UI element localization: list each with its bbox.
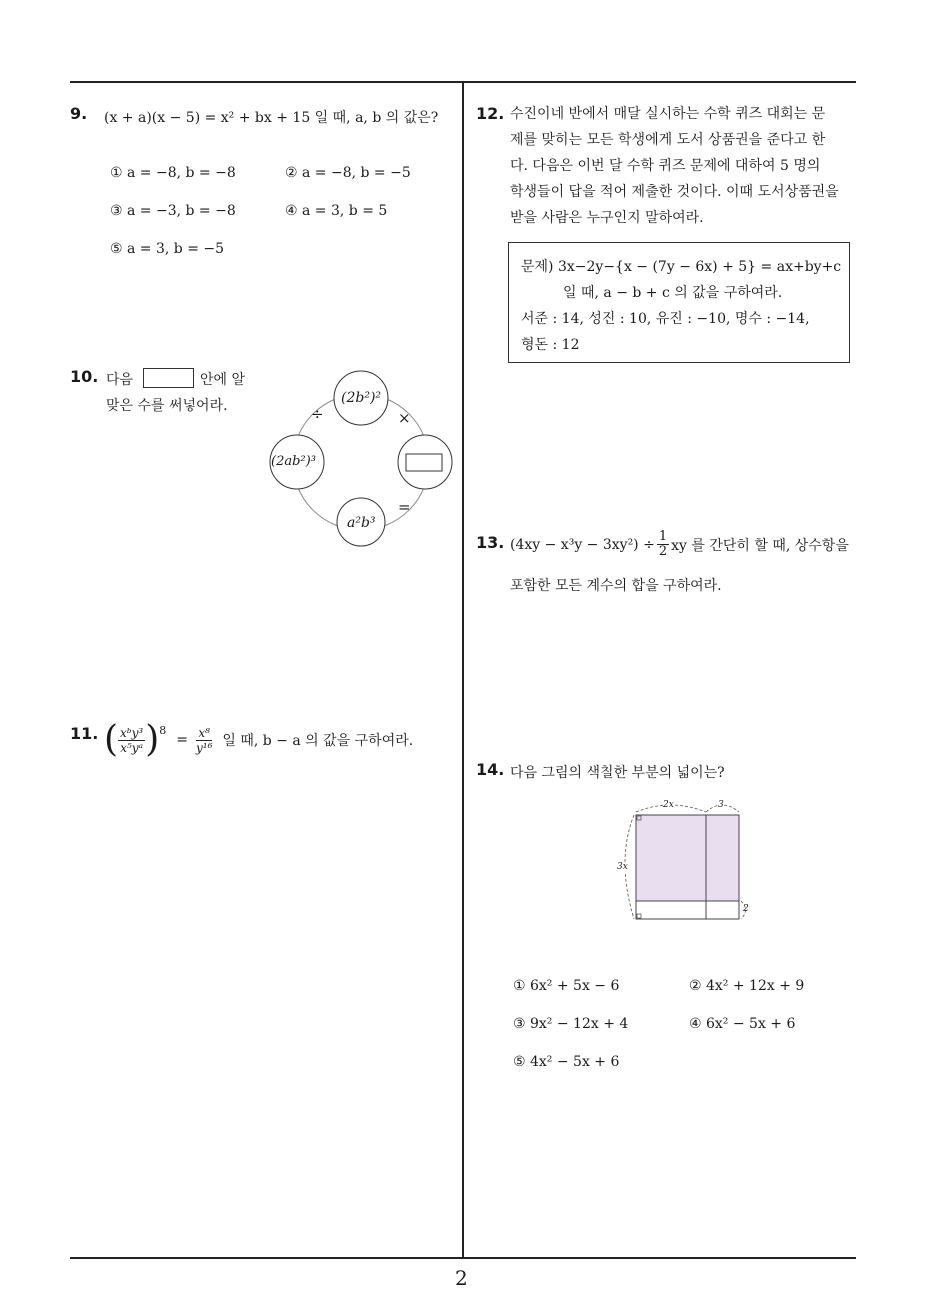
q13-fraction-numerator: 1 [658,529,668,544]
problem-box-line-2: 일 때, a − b + c 의 값을 구하여라. [563,285,783,301]
question-10-number: 10. [70,367,99,386]
question-11-tail: 일 때, b − a 의 값을 구하여라. [222,733,414,749]
q13-expression-pre: (4xy − x³y − 3xy²) ÷ [510,536,655,553]
q14-choice-5[interactable]: ⑤ 4x² − 5x + 6 [513,1054,620,1070]
question-10-line1-post: 안에 알 [200,372,246,388]
question-9-stem: (x + a)(x − 5) = x² + bx + 15 일 때, a, b 의 값은? [104,110,439,126]
fraction-2-numerator: x⁸ [198,725,210,740]
q14-choice-3[interactable]: ③ 9x² − 12x + 4 [513,1016,629,1032]
q12-line: 학생들이 답을 적어 제출한 것이다. 이때 도서상품권을 [510,184,839,200]
circle-left-label: (2ab²)³ [271,454,316,469]
power-exponent: 8 [159,724,167,737]
problem-box-line-1: 문제) 3x−2y−{x − (7y − 6x) + 5} = ax+by+c [521,259,842,275]
left-paren: ( [104,719,119,760]
right-paren: ) [145,719,160,760]
fraction-1 [118,726,145,755]
fraction-1-numerator: xᵇy³ [120,725,144,740]
bottom-rule [70,1257,856,1259]
divide-operator: ÷ [311,405,324,423]
question-11-expression [104,719,414,760]
fraction-2-denominator: y¹⁶ [195,740,213,755]
problem-box-line-4: 형돈 : 12 [521,337,580,353]
question-13-line1 [510,530,849,559]
q12-line: 받을 사람은 누구인지 말하여라. [510,210,704,226]
circle-bottom-label: a²b³ [347,515,376,531]
times-operator: × [398,409,411,427]
fraction-2 [194,726,214,755]
question-9-number: 9. [70,104,88,123]
q13-fraction-denominator: 2 [658,544,668,559]
equals-operator: = [398,498,411,516]
q14-choice-4[interactable]: ④ 6x² − 5x + 6 [689,1016,796,1032]
question-12-number: 12. [476,104,505,123]
question-13-line2: 포함한 모든 계수의 합을 구하여라. [510,578,722,594]
label-top-left: 2x [663,800,674,810]
q12-line: 수진이네 반에서 매달 실시하는 수학 퀴즈 대회는 문 [510,106,826,122]
q14-choice-2[interactable]: ② 4x² + 12x + 9 [689,978,805,994]
question-12-body [510,101,839,231]
fraction-1-denominator: x⁵yᵃ [120,740,144,755]
question-11-number: 11. [70,724,99,743]
shaded-region [636,815,739,901]
column-divider [462,82,464,1258]
question-10-line2: 맞은 수를 써넣어라. [106,398,228,414]
question-14-number: 14. [476,760,505,779]
label-right: 2 [743,904,749,914]
q9-choice-4[interactable]: ④ a = 3, b = 5 [285,203,388,219]
q9-choice-1[interactable]: ① a = −8, b = −8 [110,165,236,181]
q12-line: 다. 다음은 이번 달 수학 퀴즈 문제에 대하여 5 명의 [510,158,821,174]
corner-mark-bottom-left [637,914,641,918]
q13-fraction [657,530,669,559]
q13-expression-post: xy 를 간단히 할 때, 상수항을 [671,537,849,554]
q9-choice-2[interactable]: ② a = −8, b = −5 [285,165,411,181]
question-13-number: 13. [476,533,505,552]
q9-choice-5[interactable]: ⑤ a = 3, b = −5 [110,241,225,257]
circle-top-label: (2b²)² [341,390,382,406]
question-14-stem: 다음 그림의 색칠한 부분의 넓이는? [510,765,725,781]
equals-sign: = [176,732,188,748]
q12-line: 제를 맞히는 모든 학생에게 도서 상품권을 준다고 한 [510,132,826,148]
q14-choice-1[interactable]: ① 6x² + 5x − 6 [513,978,620,994]
problem-box-line-3: 서준 : 14, 성진 : 10, 유진 : −10, 명수 : −14, [521,311,810,327]
answer-blank-box [143,368,194,388]
question-10-line1-pre: 다음 [106,372,134,388]
q9-choice-3[interactable]: ③ a = −3, b = −8 [110,203,236,219]
label-left: 3x [617,862,628,872]
page-number: 2 [455,1266,468,1290]
area-figure [610,800,760,930]
label-top-right: 3 [718,800,724,810]
